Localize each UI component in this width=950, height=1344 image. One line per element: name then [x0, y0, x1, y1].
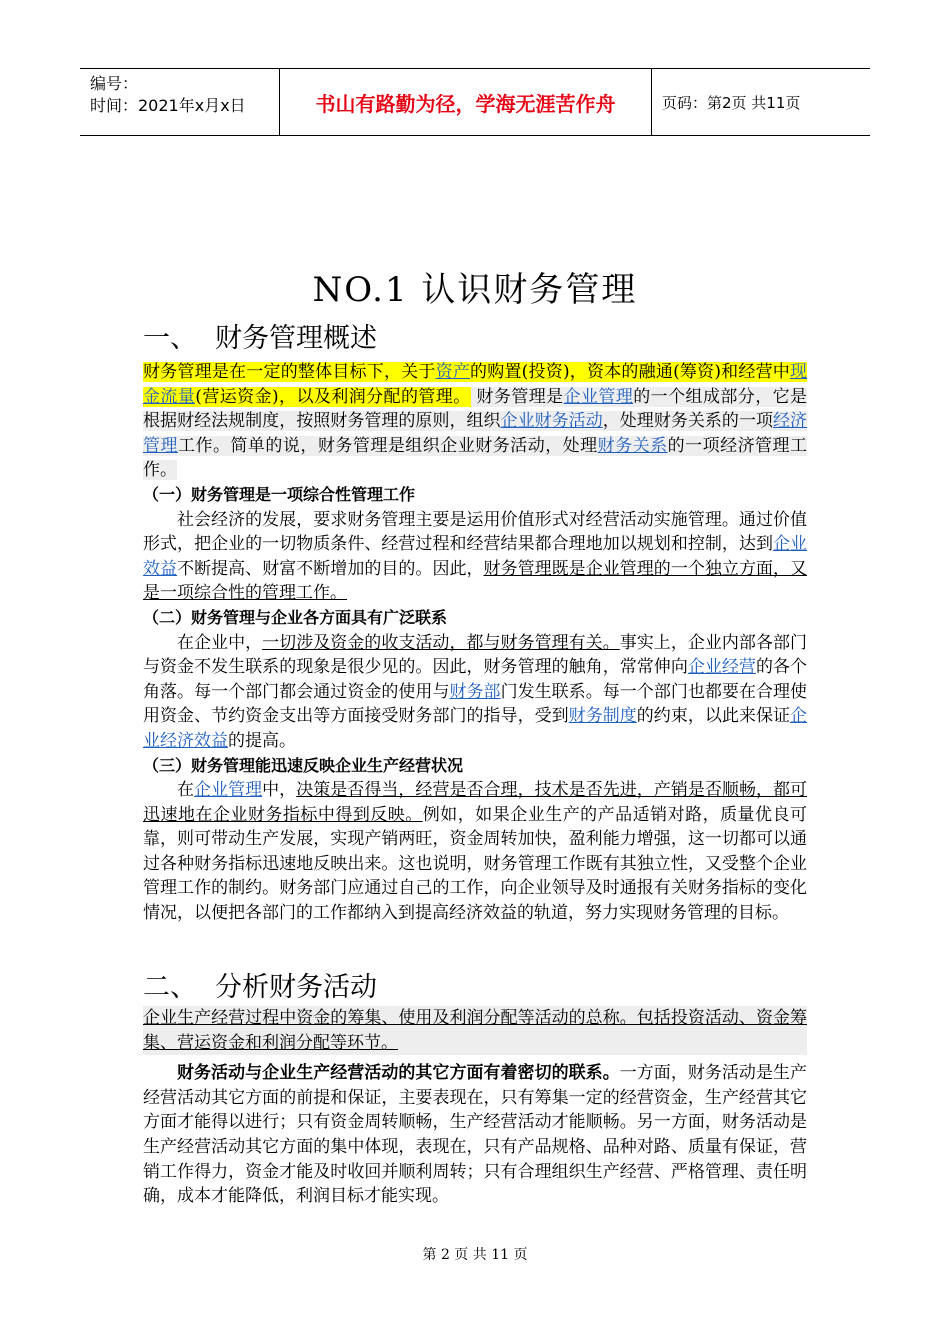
intro-text-e: 的一个组成部分，它是根据财经法规制度，按照财务管理的原则，组织: [143, 386, 808, 432]
p3-text-c: 例如，如果企业生产的产品适销对路，质量优良可靠，则可带动生产发展，实现产销两旺，资金周转加快，盈利能力增强，这一切都可以通过各种财务指标迅速地反映出来。这也说明，财务管理工作既有其独立性，又受整个企业管理工作的制约。财务部门应通过自己的工作，向企业领导及时通报有关财务指标的变化情况，以便把各部门的工作都纳入到提高经济效益的轨道，努力实现财务管理的目标。: [143, 804, 808, 924]
p3-text-a: 在: [177, 780, 195, 801]
link-xianjin[interactable]: 现金流量: [143, 362, 808, 407]
subheading-2: （二）财务管理与企业各方面具有广泛联系: [143, 607, 448, 627]
intro-highlight-a: 财务管理是在一定的整体目标下，关于: [143, 362, 436, 382]
subheading-1: （一）财务管理是一项综合性管理工作: [143, 484, 416, 504]
link-zichan[interactable]: 资产: [435, 362, 471, 382]
header-motto: 书山有路勤为径，学海无涯苦作舟: [280, 69, 652, 135]
header-meta: [80, 69, 280, 135]
p1-text-b: 不断提高、财富不断增加的目的。因此，: [177, 558, 484, 579]
link-caiwuhuodong[interactable]: 企业财务活动: [500, 411, 603, 432]
p2-underlined: 一切涉及资金的收支活动，都与财务管理有关。: [262, 632, 620, 653]
header-page-info: 页码：第2页 共11页: [662, 93, 801, 112]
number-label: 编号：: [90, 74, 139, 93]
intro-text-d: 财务管理是: [470, 386, 564, 407]
p2-text-d: 门发生联系。每一个部门也都要在合理使用资金、节约资金支出等方面接受财务部门的指导，受到: [143, 681, 808, 727]
link-caiwubu[interactable]: 财务部: [449, 681, 501, 702]
link-jingying[interactable]: 企业经营: [687, 657, 756, 678]
link-qiyeguanli[interactable]: 企业管理: [563, 386, 634, 407]
section-1-title: 财务管理概述: [215, 323, 377, 354]
p3-text-b: 中，: [262, 780, 297, 801]
intro-text-f: ，处理财务关系的一项: [602, 411, 773, 432]
link-jingjixiaoyi[interactable]: 企业经济效益: [143, 706, 808, 751]
p2-text-e: 的约束，以此来保证: [636, 706, 791, 727]
p2-text-f: 的提高。: [228, 730, 296, 751]
paragraph-4: [143, 1061, 807, 1209]
p1-text-a: 社会经济的发展，要求财务管理主要是运用价值形式对经营活动实施管理。通过价值形式，把企业的一切物质条件、经营过程和经营结果都合理地加以规划和控制，达到: [143, 509, 807, 555]
p4-bold: 财务活动与企业生产经营活动的其它方面有着密切的联系。: [177, 1063, 620, 1084]
link-qiyeguanli-2[interactable]: 企业管理: [194, 780, 263, 801]
link-zhidu[interactable]: 财务制度: [568, 706, 637, 727]
p1-underlined: 财务管理既是企业管理的一个独立方面，又是一项综合性的管理工作。: [143, 558, 808, 604]
intro-text-h: 的一项经济管理工作。: [143, 435, 808, 481]
p2-text-b: 事实上，企业内部各部门与资金不发生联系的现象是很少见的。因此，财务管理的触角，常常伸向: [143, 632, 808, 678]
doc-title: NO.1 认识财务管理: [312, 270, 638, 310]
link-xiaoyi[interactable]: 企业效益: [143, 534, 808, 579]
section-2-body: [143, 1006, 807, 1209]
link-jingjiguanli[interactable]: 经济管理: [143, 411, 808, 456]
p4-text: 一方面，财务活动是生产经营活动其它方面的前提和保证，主要表现在，只有筹集一定的经营资金，生产经营其它方面才能得以进行；只有资金周转顺畅，生产经营活动才能顺畅。另一方面，财务活动是生产经营活动其它方面的集中体现，表现在，只有产品规格、品种对路、质量有保证，营销工作得力，资金才能及时收回并顺利周转；只有合理组织生产经营、严格管理、责任明确，成本才能降低，利润目标才能实现。: [143, 1063, 808, 1207]
p2-text-c: 的各个角落。每一个部门都会通过资金的使用与: [143, 657, 808, 702]
paragraph-1: [143, 508, 807, 606]
paragraph-3: [143, 778, 807, 926]
section-2-title: 分析财务活动: [215, 972, 377, 1003]
intro-text-g: 工作。简单的说，财务管理是组织企业财务活动，处理: [177, 435, 598, 456]
section-2-heading: [143, 965, 377, 1004]
time-label: 时间：2021年x月x日: [90, 96, 246, 115]
intro-paragraph: [143, 360, 807, 483]
p2-text-a: 在企业中，: [177, 632, 263, 653]
paragraph-2: [143, 631, 807, 754]
section-1-body: [143, 360, 807, 926]
section-1-heading: [143, 316, 377, 355]
p3-underlined: 决策是否得当，经营是否合理，技术是否先进，产销是否顺畅，都可迅速地在企业财务指标中得到反映。: [143, 780, 808, 825]
page-footer: 第 2 页 共 11 页: [422, 1247, 528, 1263]
intro-highlight-b: 的购置(投资)，资本的融通(筹资)和经营中: [470, 362, 791, 382]
header-table: [80, 68, 870, 136]
section-2-number: 二、: [143, 972, 197, 1003]
section-1-number: 一、: [143, 323, 197, 354]
finance-activity-definition: 企业生产经营过程中资金的筹集、使用及利润分配等活动的总称。包括投资活动、资金筹集、营运资金和利润分配等环节。: [143, 1006, 807, 1055]
subheading-3: （三）财务管理能迅速反映企业生产经营状况: [143, 755, 464, 775]
intro-highlight-c: (营运资金)，以及利润分配的管理。: [195, 386, 471, 407]
link-caiwuguanxi[interactable]: 财务关系: [597, 435, 668, 456]
